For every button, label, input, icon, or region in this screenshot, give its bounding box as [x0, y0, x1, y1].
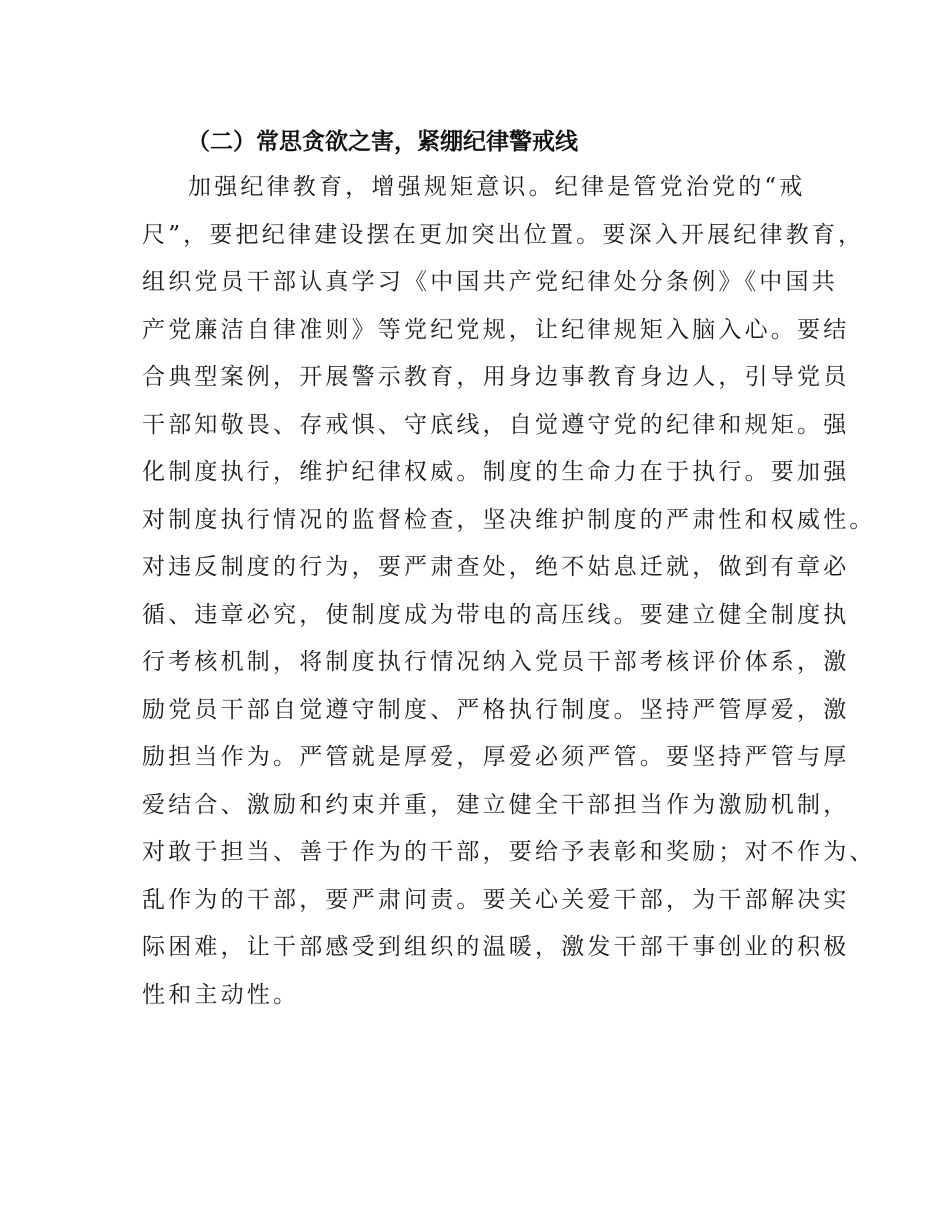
paragraph-line: 循、违章必究，使制度成为带电的高压线。要建立健全制度执 — [142, 601, 850, 628]
paragraph-line: 行考核机制，将制度执行情况纳入党员干部考核评价体系，激 — [142, 649, 850, 675]
paragraph-line: 化制度执行，维护纪律权威。制度的生命力在于执行。要加强 — [142, 459, 850, 485]
body-paragraph — [142, 164, 876, 1019]
paragraph-line: 产党廉洁自律准则》等党纪党规，让纪律规矩入脑入心。要结 — [142, 316, 850, 343]
paragraph-line: 对制度执行情况的监督检查，坚决维护制度的严肃性和权威性。 — [142, 506, 876, 533]
paragraph-line: 尺”，要把纪律建设摆在更加突出位置。要深入开展纪律教育， — [142, 221, 865, 248]
paragraph-line: 加强纪律教育，增强规矩意识。纪律是管党治党的“戒 — [188, 174, 806, 200]
paragraph-line: 爱结合、激励和约束并重，建立健全干部担当作为激励机制， — [142, 791, 850, 818]
paragraph-line: 对敢于担当、善于作为的干部，要给予表彰和奖励；对不作为、 — [142, 839, 876, 865]
paragraph-line: 励担当作为。严管就是厚爱，厚爱必须严管。要坚持严管与厚 — [142, 744, 850, 770]
paragraph-line: 乱作为的干部，要严肃问责。要关心关爱干部，为干部解决实 — [142, 886, 850, 913]
paragraph-line: 合典型案例，开展警示教育，用身边事教育身边人，引导党员 — [142, 364, 850, 390]
paragraph-line: 对违反制度的行为，要严肃查处，绝不姑息迁就，做到有章必 — [142, 554, 850, 580]
paragraph-line: 组织党员干部认真学习《中国共产党纪律处分条例》《中国共 — [142, 269, 838, 295]
paragraph-line: 际困难，让干部感受到组织的温暖，激发干部干事创业的积极 — [142, 934, 850, 960]
paragraph-line: 干部知敬畏、存戒惧、守底线，自觉遵守党的纪律和规矩。强 — [142, 411, 850, 438]
paragraph-line: 性和主动性。 — [142, 981, 300, 1008]
section-heading: （二）常思贪欲之害，紧绷纪律警戒线 — [187, 129, 578, 155]
paragraph-line: 励党员干部自觉遵守制度、严格执行制度。坚持严管厚爱，激 — [142, 696, 850, 723]
